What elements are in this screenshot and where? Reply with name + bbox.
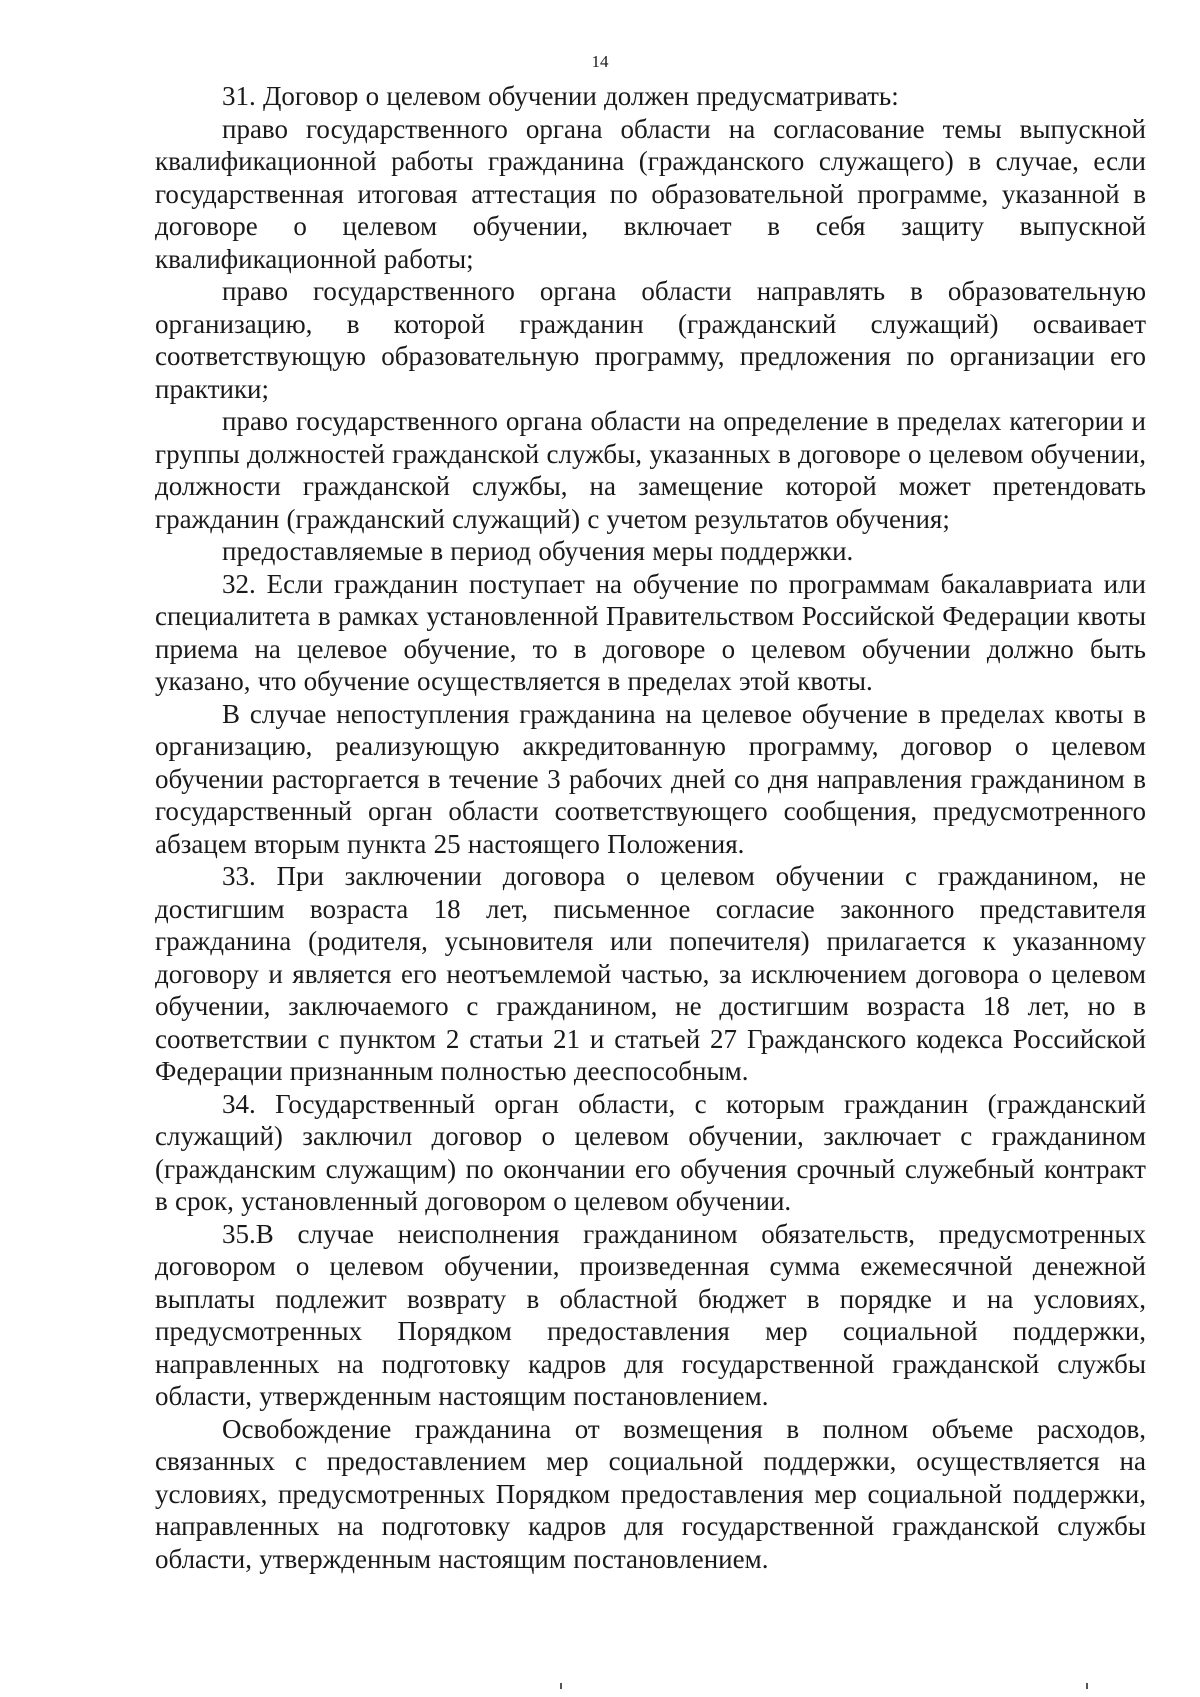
page-number: 14 (591, 52, 609, 71)
paragraph-34: 34. Государственный орган области, с которым гражданин (гражданский служащий) заключил договор о целевом обучении, заключает с гражданином (гражданским служащим) по окончании его обучения срочный служебный контракт в срок, установленный договором о целевом обучении. (155, 1088, 1146, 1216)
paragraph-35-part-2: Освобождение гражданина от возмещения в полном объеме расходов, связанных с предоставлением мер социальной поддержки, осуществляется на условиях, предусмотренных Порядком предоставления мер социальной поддержки, направленных на подготовку кадров для государственной гражданской службы области, утвержденным настоящим постановлением. (155, 1413, 1146, 1574)
paragraph-31-item-4: предоставляемые в период обучения меры поддержки. (222, 536, 854, 566)
paragraph-32-part-2: В случае непоступления гражданина на целевое обучение в пределах квоты в организацию, реализующую аккредитованную программу, договор о целевом обучении расторгается в течение 3 рабочих дней со дня направления гражданином в государственный орган области соответствующего сообщения, предусмотренного абзацем вторым пункта 25 настоящего Положения. (155, 698, 1146, 859)
paragraph-31: 31. Договор о целевом обучении должен предусматривать: (222, 81, 899, 111)
paragraph-31-item-1: право государственного органа области на согласование темы выпускной квалификационной работы гражданина (гражданского служащего) в случае, если государственная итоговая аттестация по образовательной программе, указанной в договоре о целевом обучении, включает в себя защиту выпускной квалификационной работы; (155, 113, 1146, 274)
document-body (155, 80, 1146, 1575)
scan-mark-left (560, 1683, 562, 1689)
paragraph-35: 35.В случае неисполнения гражданином обязательств, предусмотренных договором о целевом обучении, произведенная сумма ежемесячной денежной выплаты подлежит возврату в областной бюджет в порядке и на условиях, предусмотренных Порядком предоставления мер социальной поддержки, направленных на подготовку кадров для государственной гражданской службы области, утвержденным настоящим постановлением. (155, 1218, 1146, 1411)
scan-mark-right (1086, 1683, 1088, 1689)
paragraph-32: 32. Если гражданин поступает на обучение по программам бакалавриата или специалитета в рамках установленной Правительством Российской Федерации квоты приема на целевое обучение, то в договоре о целевом обучении должно быть указано, что обучение осуществляется в пределах этой квоты. (155, 568, 1146, 696)
paragraph-31-item-3: право государственного органа области на определение в пределах категории и группы должностей гражданской службы, указанных в договоре о целевом обучении, должности гражданской службы, на замещение которой может претендовать гражданин (гражданский служащий) с учетом результатов обучения; (155, 406, 1146, 534)
paragraph-33: 33. При заключении договора о целевом обучении с гражданином, не достигшим возраста 18 лет, письменное согласие законного представителя гражданина (родителя, усыновителя или попечителя) прилагается к указанному договору и является его неотъемлемой частью, за исключением договора о целевом обучении, заключаемого с гражданином, не достигшим возраста 18 лет, но в соответствии с пунктом 2 статьи 21 и статьей 27 Гражданского кодекса Российской Федерации признанным полностью дееспособным. (155, 861, 1146, 1086)
paragraph-31-item-2: право государственного органа области направлять в образовательную организацию, в которой гражданин (гражданский служащий) осваивает соответствующую образовательную программу, предложения по организации его практики; (155, 276, 1146, 404)
